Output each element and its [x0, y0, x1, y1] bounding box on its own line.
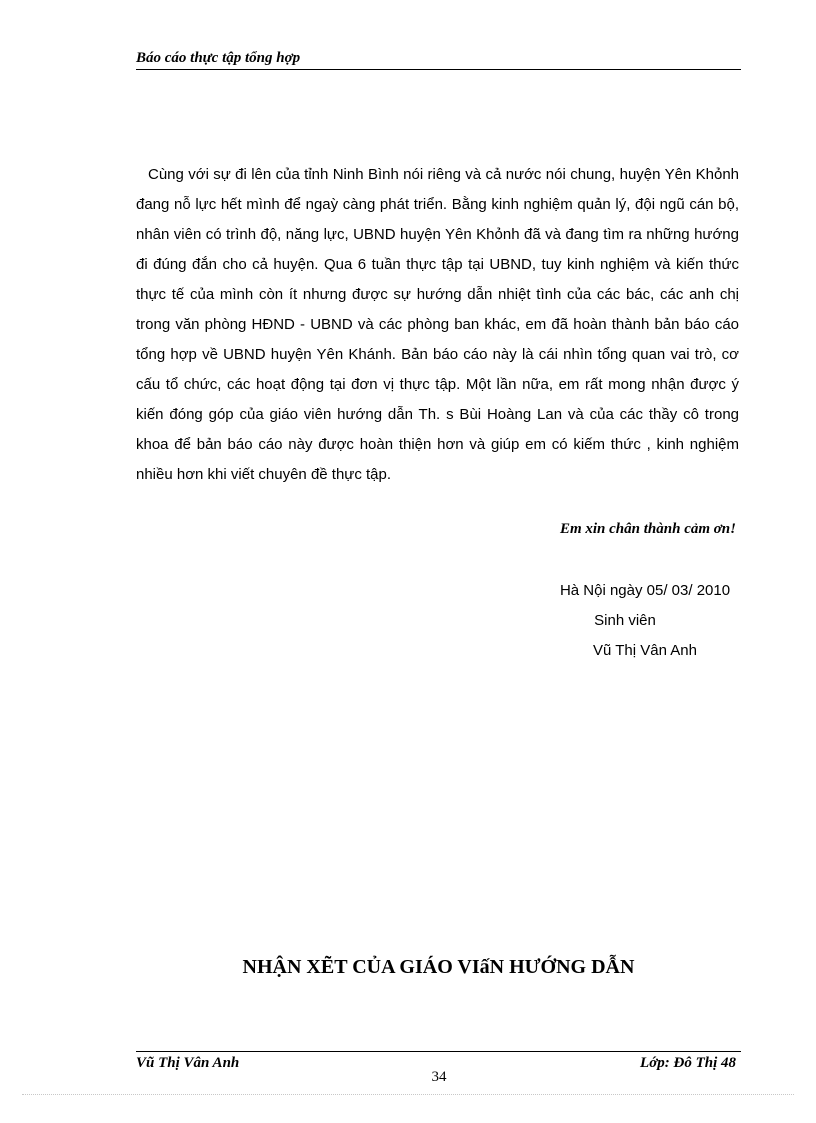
footer-author: Vũ Thị Vân Anh: [136, 1055, 240, 1071]
thanks-line: Em xin chân thành cảm ơn!: [559, 521, 736, 537]
header-title: Báo cáo thực tập tổng hợp: [136, 50, 301, 66]
footer-class: Lớp: Đô Thị 48: [640, 1055, 736, 1071]
page-break-divider: [22, 1094, 794, 1095]
signature-date: Hà Nội ngày 05/ 03/ 2010: [559, 582, 731, 599]
signature-role: Sinh viên: [594, 612, 656, 629]
section-heading: NHẬN XẼT CỦA GIÁO VIấN HƯỚNG DẪN: [242, 956, 635, 978]
footer-rule: [136, 1051, 741, 1052]
header-rule: [136, 69, 741, 70]
page-number: 34: [431, 1069, 447, 1085]
body-paragraph: Cùng với sự đi lên của tỉnh Ninh Bình nói riêng và cả nước nói chung, huyện Yên Khỏnh đang nỗ lực hết mình để ngaỳ càng phát triển. Bằng kinh nghiệm quản lý, đội ngũ cán bộ, nhân viên có trình độ, năng lực, UBND huyện Yên Khỏnh đã và đang tìm ra những hướng đi đúng đắn cho cả huyện. Qua 6 tuần thực tập tại UBND, tuy kinh nghiệm và kiến thức thực tế của mình còn ít nhưng được sự hướng dẫn nhiệt tình của các bác, các anh chị trong văn phòng HĐND - UBND và các phòng ban khác, em đã hoàn thành bản báo cáo tổng hợp về UBND huyện Yên Khánh. Bản báo cáo này là cái nhìn tổng quan vai trò, cơ cấu tổ chức, các hoạt động tại đơn vị thực tập. Một lần nữa, em rất mong nhận được ý kiến đóng góp của giáo viên hướng dẫn Th. s Bùi Hoàng Lan và của các thầy cô trong khoa để bản báo cáo này được hoàn thiện hơn và giúp em có kiếm thức , kinh nghiệm nhiều hơn khi viết chuyên đề thực tập.: [136, 166, 739, 483]
signature-name: Vũ Thị Vân Anh: [593, 642, 697, 659]
